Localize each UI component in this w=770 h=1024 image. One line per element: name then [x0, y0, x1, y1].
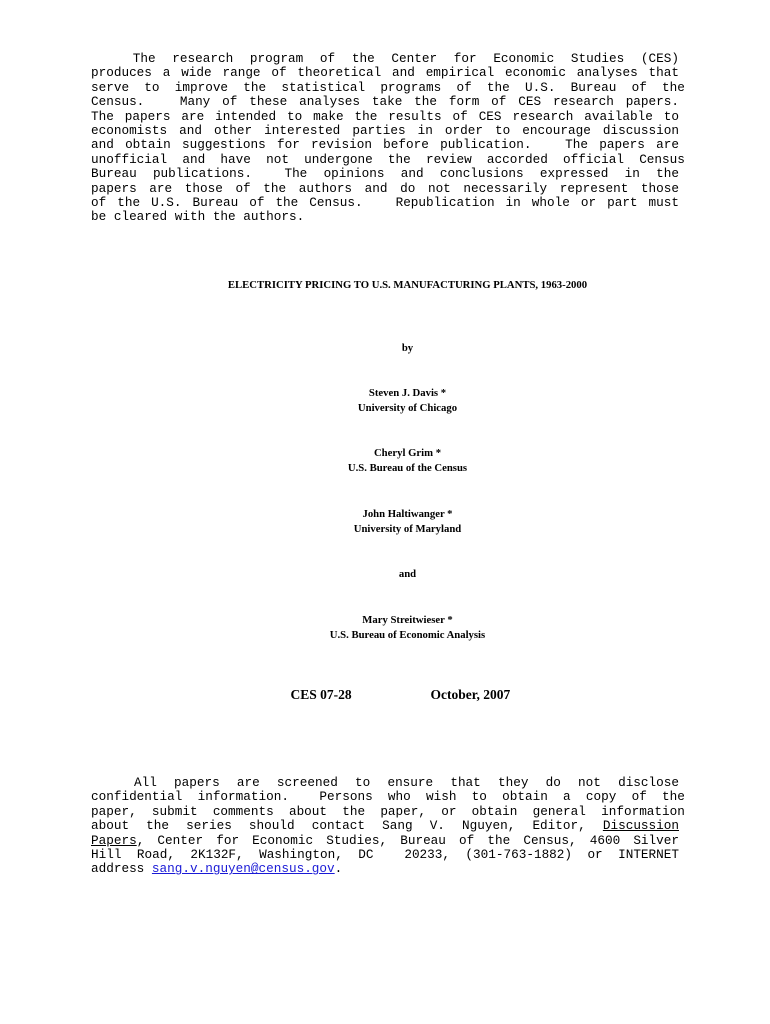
author-affiliation: University of Maryland — [353, 523, 462, 535]
footer-text: . — [334, 861, 343, 877]
author-block — [0, 446, 770, 476]
intro-paragraph — [91, 51, 685, 225]
footer-line: All papers are screened to ensure that they do not disclose — [91, 775, 679, 790]
intro-line: Census. Many of these analyses take the form of CES research papers. — [91, 94, 679, 110]
intro-line: produces a wide range of theoretical and empirical economic analyses that — [91, 65, 679, 81]
footer-line: Hill Road, 2K132F, Washington, DC 20233, (301-763-1882) or INTERNET — [91, 847, 679, 863]
author-name: Mary Streitwieser * — [362, 614, 453, 626]
intro-line: be cleared with the authors. — [91, 209, 305, 225]
paper-number: CES 07-28 — [290, 687, 352, 702]
intro-line: The papers are intended to make the results of CES research available to — [91, 108, 679, 124]
footer-line: paper, submit comments about the paper, or obtain general information — [91, 803, 685, 819]
footer-line — [91, 834, 679, 848]
intro-line: and obtain suggestions for revision before publication. The papers are — [91, 137, 679, 153]
footer-text: about the series should contact Sang V. Nguyen, Editor, — [91, 818, 603, 834]
paper-date: October, 2007 — [430, 687, 511, 702]
author-affiliation: University of Chicago — [357, 402, 458, 414]
author-affiliation: U.S. Bureau of the Census — [347, 462, 468, 474]
author-name: John Haltiwanger * — [362, 508, 453, 520]
intro-line: of the U.S. Bureau of the Census. Republication in whole or part must — [91, 195, 679, 211]
author-affiliation: U.S. Bureau of Economic Analysis — [329, 629, 486, 641]
footer-text: address — [91, 861, 152, 877]
footer-line — [91, 862, 679, 876]
paper-title: ELECTRICITY PRICING TO U.S. MANUFACTURING PLANTS, 1963-2000 — [227, 279, 588, 291]
discussion-papers-link[interactable]: Discussion — [602, 818, 679, 834]
by-label: by — [401, 342, 414, 354]
footer-line: confidential information. Persons who wish to obtain a copy of the — [91, 789, 685, 805]
intro-line: serve to improve the statistical programs of the U.S. Bureau of the — [91, 79, 685, 95]
author-name: Cheryl Grim * — [373, 447, 442, 459]
paper-info — [0, 687, 770, 703]
intro-line: Bureau publications. The opinions and conclusions expressed in the — [91, 166, 679, 182]
and-label: and — [398, 568, 417, 580]
footer-text: , Center for Economic Studies, Bureau of the Census, 4600 Silver — [136, 832, 679, 848]
author-block — [0, 386, 770, 416]
discussion-papers-link-cont[interactable]: Papers — [91, 832, 137, 848]
author-block — [0, 507, 770, 537]
email-link[interactable]: sang.v.nguyen@census.gov — [151, 861, 335, 877]
author-name: Steven J. Davis * — [368, 387, 447, 399]
footer-paragraph — [91, 775, 685, 877]
intro-line: economists and other interested parties in order to encourage discussion — [91, 123, 679, 139]
intro-line: unofficial and have not undergone the review accorded official Census — [91, 151, 685, 167]
intro-line: The research program of the Center for Economic Studies (CES) — [91, 51, 679, 66]
intro-line: papers are those of the authors and do not necessarily represent those — [91, 180, 679, 196]
author-block — [0, 613, 770, 643]
footer-line — [91, 819, 679, 833]
